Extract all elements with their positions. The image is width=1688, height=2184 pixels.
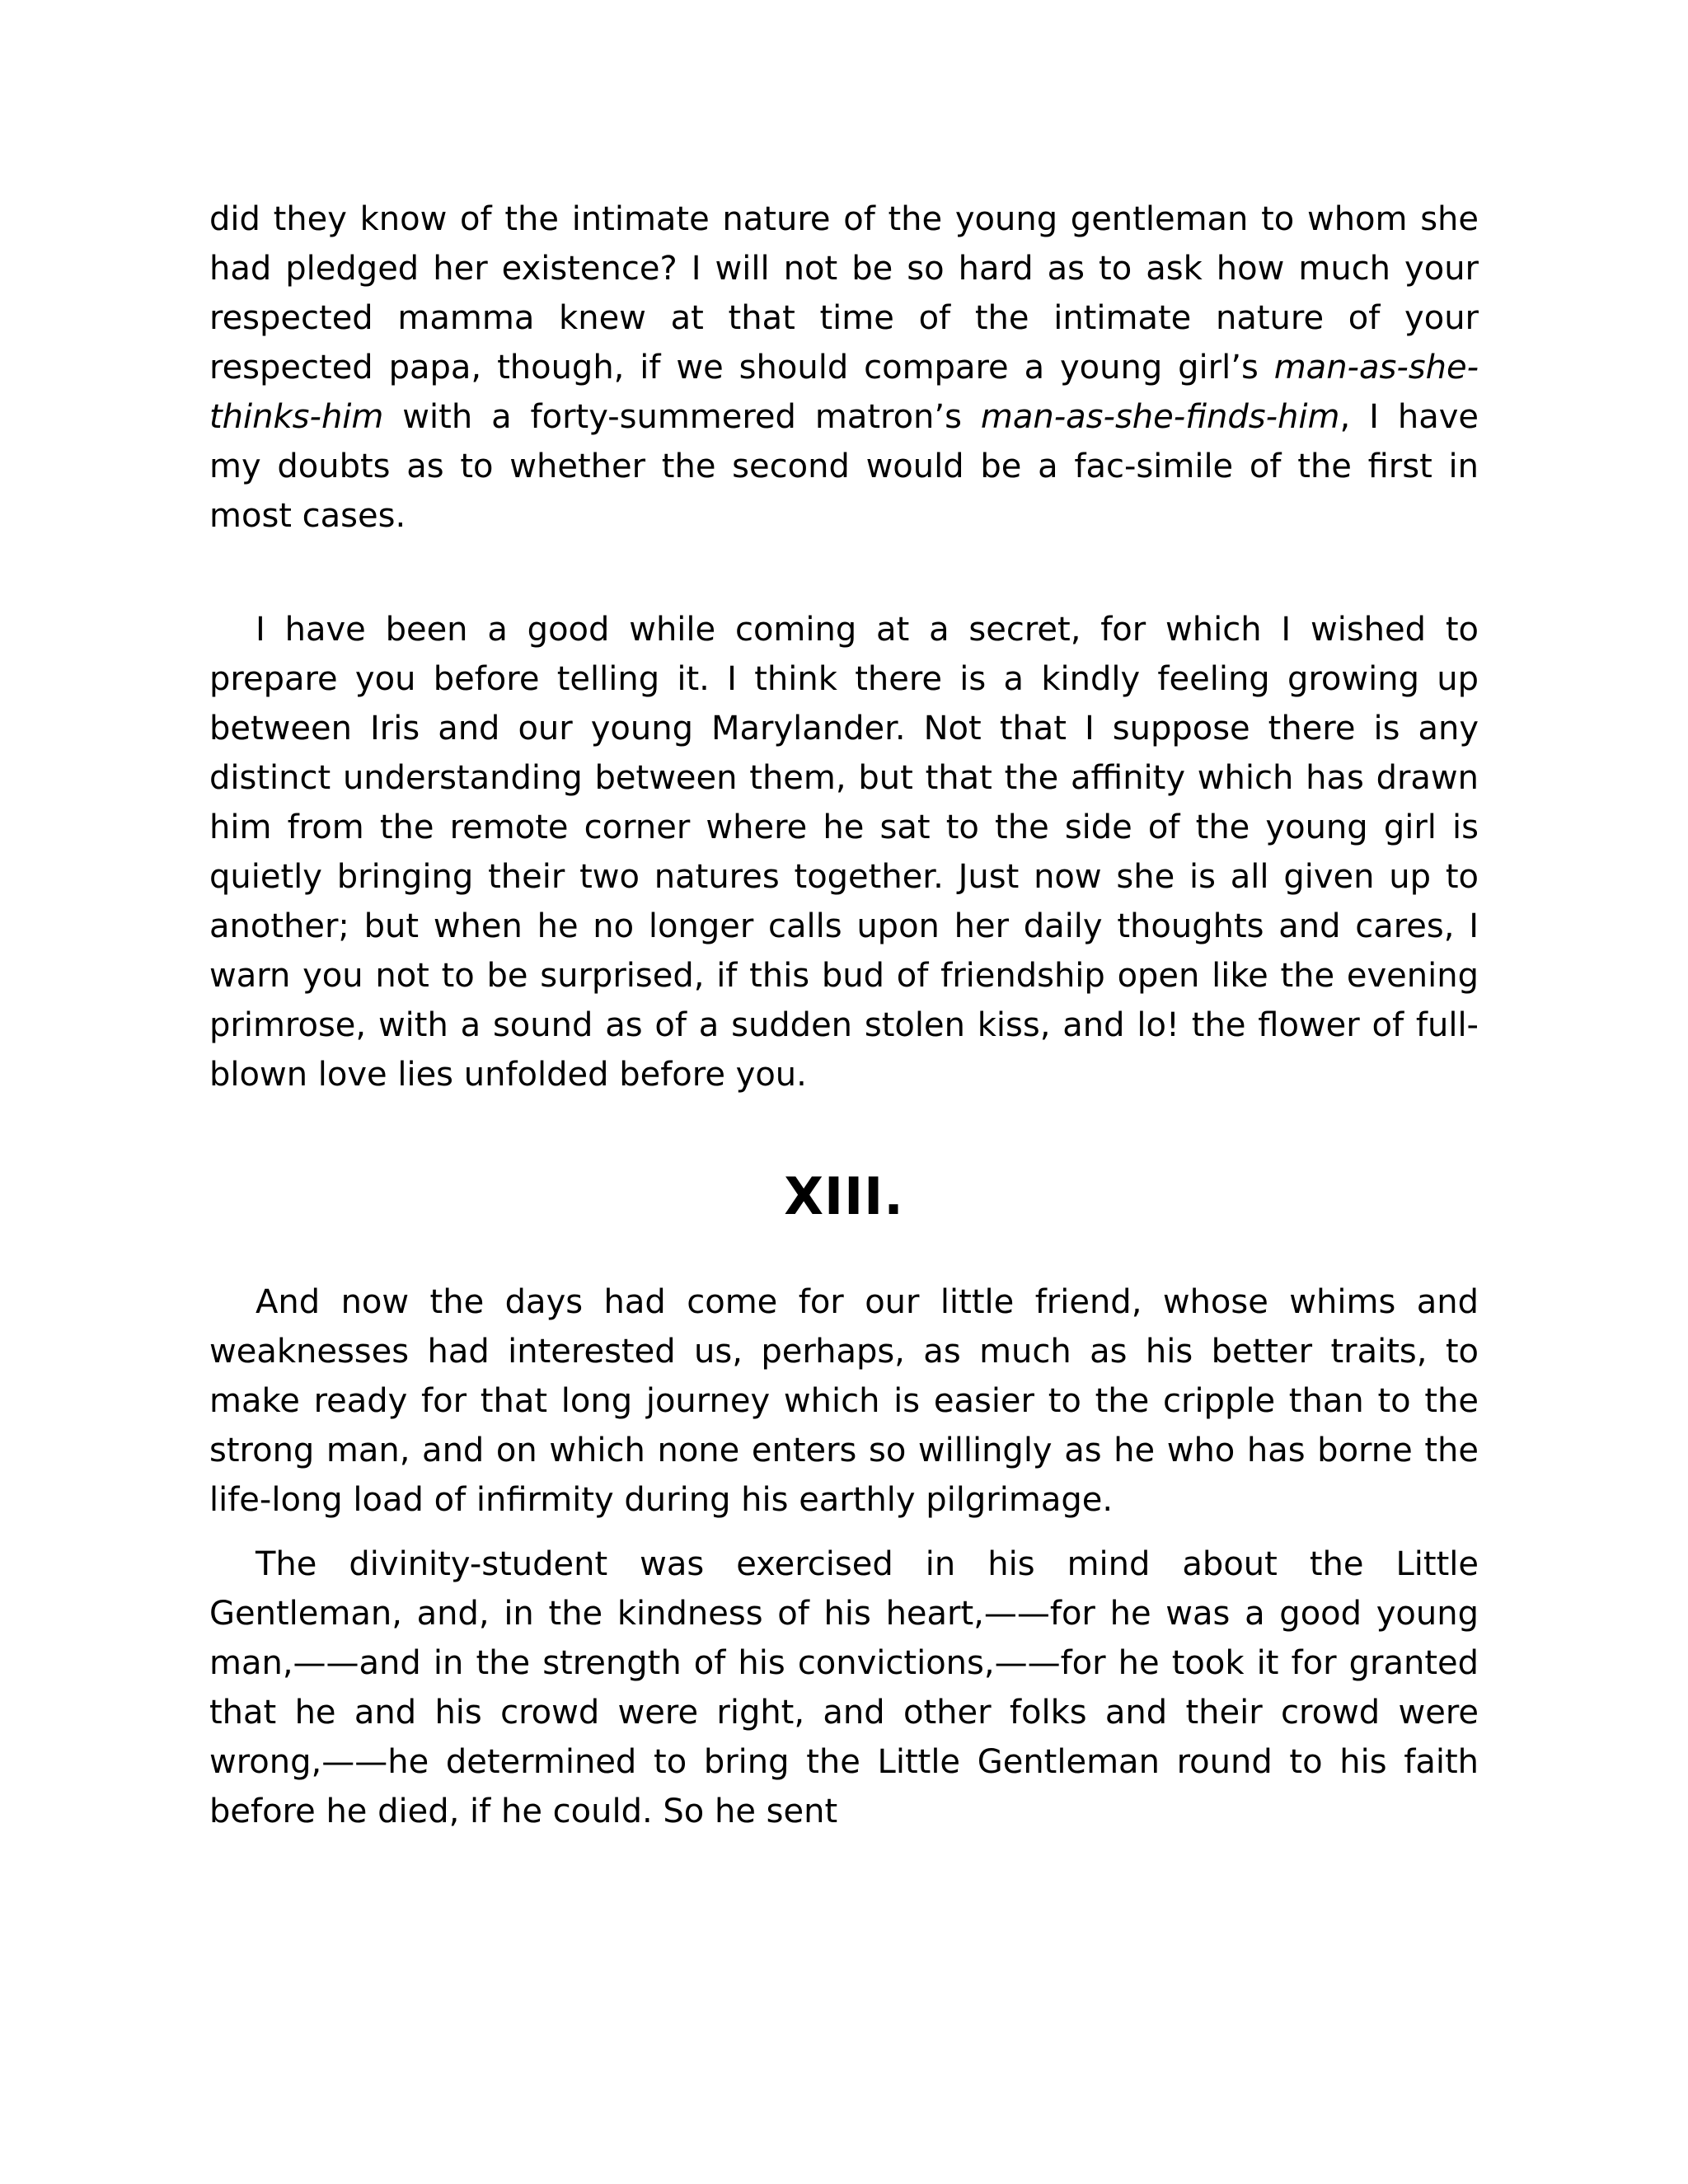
text-run: , I have my doubts as to whether the second would be a fac-simile of the first in most cases. [209,398,1479,535]
italic-phrase: man-as-she-finds-him [980,398,1340,436]
paragraph-3 [209,1277,1479,1525]
text-run: I have been a good while coming at a secret, for which I wished to prepare you before telling it. I think there is a kindly feeling growing up between Iris and our young Marylander. Not that I suppose there is any distinct understanding between them, but that the affinity which has drawn him from the remote corner where he sat to the side of the young girl is quietly bringing their two natures together. Just now she is all given up to another; but when he no longer calls upon her daily thoughts and cares, I warn you not to be surprised, if this bud of friendship open like the evening primrose, with a sound as of a sudden stolen kiss, and lo! the flower of full-blown love lies unfolded before you. [209,611,1479,1094]
text-run: The divinity-student was exercised in his mind about the Little Gentleman, and, in the kindness of his heart,——for he was a good young man,——and in the strength of his convictions,——for he took it for granted that he and his crowd were right, and other folks and their crowd were wrong,——he determined to bring the Little Gentleman round to his faith before he died, if he could. So he sent [209,1545,1479,1830]
text-run: did they know of the intimate nature of the young gentleman to whom she had pledged her existence? I will not be so hard as to ask how much your respected mamma knew at that time of the intimate nature of your respected papa, though, if we should compare a young girl’s [209,200,1479,387]
paragraph-4 [209,1540,1479,1836]
text-run: with a forty-summered matron’s [383,398,981,436]
paragraph-1 [209,194,1479,541]
italic-phrase: man-as-she-thinks-him [209,349,1479,436]
text-run: And now the days had come for our little friend, whose whims and weaknesses had interested us, perhaps, as much as his better traits, to make ready for that long journey which is easier to the cripple than to the strong man, and on which none enters so willingly as he who has borne the life-long load of infirmity during his earthly pilgrimage. [209,1283,1479,1519]
paragraph-2 [209,605,1479,1099]
text-column [209,194,1479,1836]
chapter-heading: XIII. [784,1166,904,1226]
